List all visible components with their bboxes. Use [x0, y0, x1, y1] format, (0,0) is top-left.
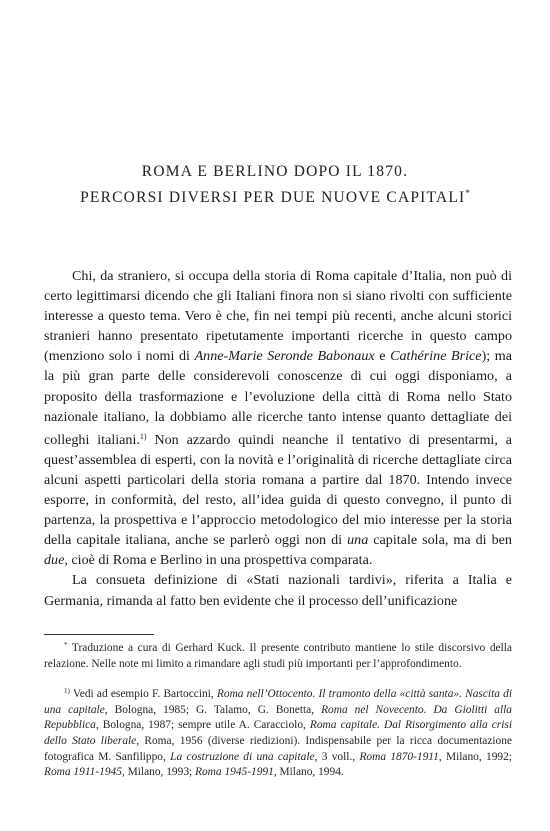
footnote-ref-1: 1): [139, 431, 147, 441]
footnote-star: [44, 638, 512, 672]
title-footnote-mark: *: [465, 188, 470, 198]
footnote-1-text-b: , Bologna, 1985; G. Talamo, G. Bonetta,: [104, 703, 322, 716]
p1-conj: e: [374, 348, 391, 365]
p1-text-b: ); ma la più gran parte delle considerevoli conoscenze di cui oggi disponiamo, a proposito della trasformazione e l’evoluzione della città di Roma nello Stato nazionale italiano, la dobbiamo alle ricerche tanto intense quanto dettagliate dei colleghi italiani.: [44, 348, 512, 448]
footnote-star-mark: *: [64, 641, 68, 649]
emphasis-due: due: [44, 552, 65, 569]
body-text: [44, 266, 512, 611]
p1-text-e: , cioè di Roma e Berlino in una prospettiva comparata.: [64, 552, 373, 569]
footnote-divider: [44, 634, 154, 635]
chapter-title-line-2: [40, 188, 510, 207]
p1-text-d: capitale sola, ma di ben: [368, 532, 512, 549]
footnote-1: [44, 684, 512, 781]
work-title-5: Roma 1870-1911: [359, 750, 439, 763]
footnote-1-mark: 1): [64, 687, 70, 696]
chapter-subtitle: PERCORSI DIVERSI PER DUE NUOVE CAPITALI: [80, 189, 466, 206]
work-title-1: Roma nell’Ottocento. Il tramonto della «città santa». Nascita di una capitale: [44, 688, 512, 716]
work-title-4: La costruzione di una capitale: [170, 750, 315, 763]
footnote-1-text-a: Vedi ad esempio F. Bartoccini,: [69, 688, 217, 701]
footnote-star-text: Traduzione a cura di Gerhard Kuck. Il presente contributo mantiene lo stile discorsivo della relazione. Nelle note mi limito a rimandare agli studi più importanti per l’approfondimento.: [44, 642, 512, 670]
p1-text-a: Chi, da straniero, si occupa della storia di Roma capitale d’Italia, non può di certo legittimarsi dicendo che gli Italiani finora non si siano rivolti con sufficiente interesse a questo tema. Vero è che, fin nei tempi più recenti, anche alcuni storici stranieri hanno presentato ripetutamente importanti ricerche in questo campo (menziono solo i nomi di: [44, 268, 512, 365]
footnote-1-text-g: , Milano, 1993;: [121, 766, 196, 779]
work-title-2: Roma nel Novecento. Da Giolitti alla Repubblica: [44, 703, 512, 732]
chapter-title-line-1: ROMA E BERLINO DOPO IL 1870.: [141, 163, 409, 180]
paragraph-1: [44, 266, 512, 570]
footnote-1-text-c: , Bologna, 1987; sempre utile A. Caracciolo,: [95, 719, 310, 732]
emphasis-una: una: [347, 532, 369, 549]
author-name-2: Cathérine Brice: [390, 348, 482, 365]
footnote-1-text-f: , Milano, 1992;: [438, 750, 512, 763]
work-title-7: Roma 1945-1991: [195, 766, 274, 779]
p1-text-c: Non azzardo quindi neanche il tentativo di presentarmi, a quest’assemblea di esperti, con la novità e l’originalità di ricerche dettagliate circa alcuni aspetti particolari della storia romana a partire dal 1870. Intendo invece esporre, in conformità, del resto, all’idea guida di questo convegno, il punto di partenza, la prospettiva e l’approccio metodologico del mio interesse per la storia della capitale italiana, anche se parlerò oggi non di: [44, 431, 512, 549]
author-name-1: Anne-Marie Seronde Babonaux: [194, 348, 375, 365]
footnotes: [44, 638, 512, 781]
footnote-1-text-h: , Milano, 1994.: [273, 766, 344, 779]
work-title-3: Roma capitale. Dal Risorgimento alla crisi dello Stato liberale: [44, 719, 513, 747]
paragraph-2: La consueta definizione di «Stati nazionali tardivi», riferita a Italia e Germania, rimanda al fatto ben evidente che il processo dell’unificazione: [44, 572, 512, 609]
footnote-1-text-e: , 3 voll.,: [314, 750, 360, 763]
footnote-1-text-d: , Roma, 1956 (diverse riedizioni). Indispensabile per la ricca documentazione fotografica M. Sanfilippo,: [44, 734, 512, 763]
work-title-6: Roma 1911-1945: [44, 766, 122, 779]
